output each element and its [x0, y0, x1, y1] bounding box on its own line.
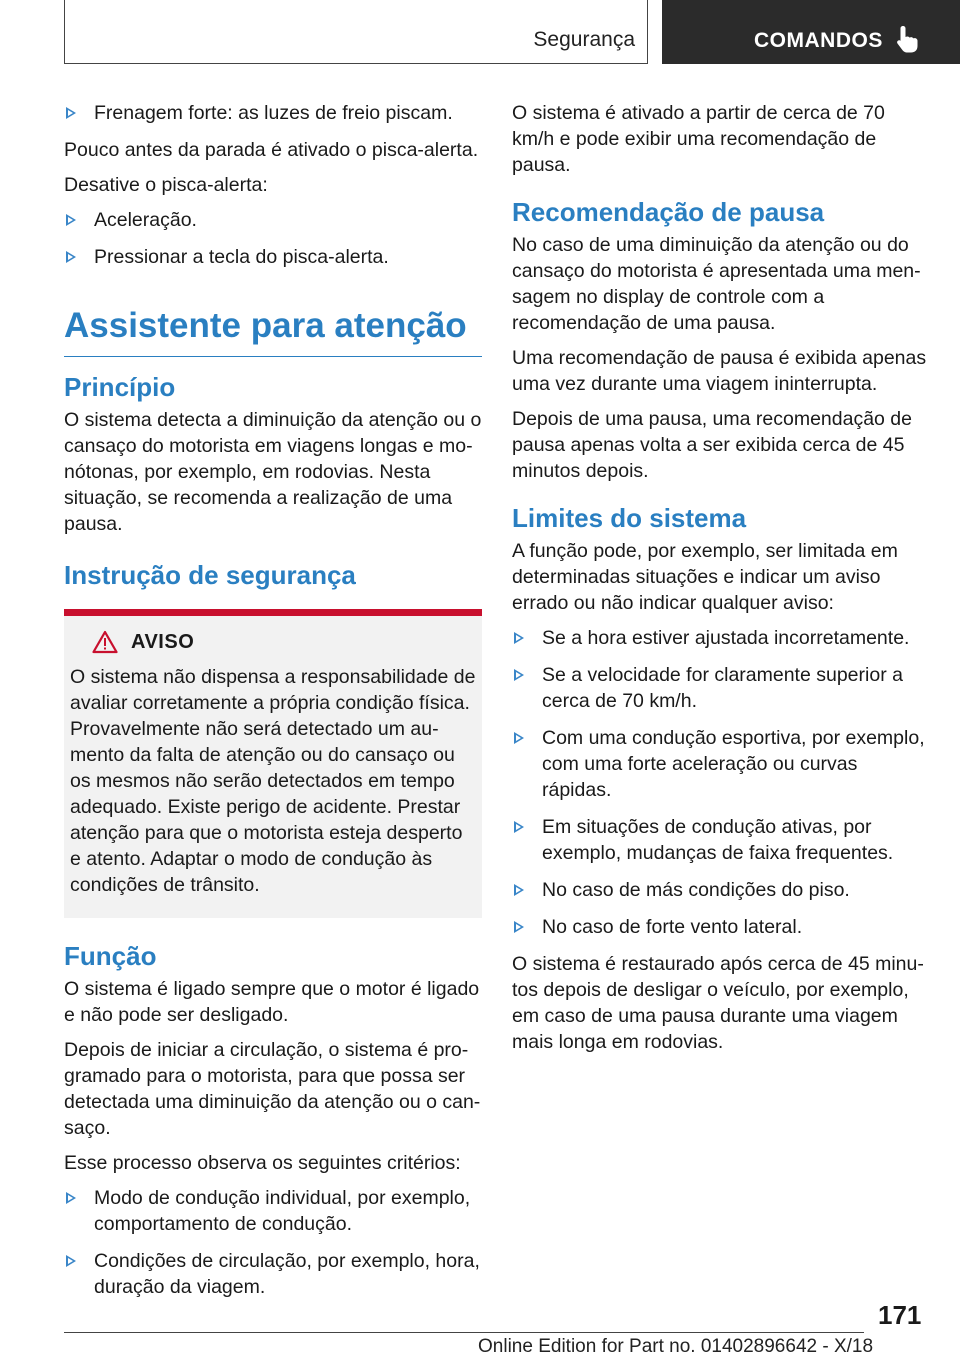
- paragraph: Uma recomendação de pausa é exibida apenas uma vez durante uma viagem ininterrupta.: [512, 347, 927, 395]
- list-item: No caso de forte vento lateral.: [512, 914, 930, 940]
- pointing-hand-icon: [894, 24, 922, 54]
- warning-text: O sistema não dispensa a responsabilidade de avaliar corretamente a própria condição física. Provavelmente não será detectado um aumento da falta de atenção ou do cansaço ou os mesmos não serão detectados em tempo adequado. Existe perigo de acidente. Prestar atenção para que o motorista esteja desperto e atento. Adaptar o modo de condução às condições de trânsito.: [70, 666, 476, 896]
- header-section-box: [64, 0, 648, 64]
- triangle-bullet-icon: [66, 1255, 76, 1267]
- triangle-bullet-icon: [514, 669, 524, 681]
- triangle-bullet-icon: [514, 884, 524, 896]
- triangle-bullet-icon: [514, 632, 524, 644]
- list-item: Pressionar a tecla do pisca-alerta.: [64, 244, 482, 270]
- warning-header: [70, 630, 476, 660]
- list-item: Se a velocidade for claramente superior a cerca de 70 km/h.: [512, 662, 930, 714]
- list-item: Condições de circulação, por exemplo, hora, duração da viagem.: [64, 1248, 482, 1300]
- paragraph: Esse processo observa os seguintes critérios:: [64, 1152, 461, 1174]
- paragraph: Depois de uma pausa, uma recomendação de pausa apenas volta a ser exibida cerca de 45 minutos depois.: [512, 408, 912, 482]
- heading-system-limits: Limites do sistema: [512, 503, 747, 533]
- heading-principle: Princípio: [64, 372, 176, 402]
- header-chapter-title: COMANDOS: [754, 29, 883, 52]
- triangle-bullet-icon: [66, 107, 76, 119]
- list-item: Em situações de condução ativas, por exemplo, mudanças de faixa frequentes.: [512, 814, 930, 866]
- list-item: No caso de más condições do piso.: [512, 877, 930, 903]
- footer-edition: Online Edition for Part no. 01402896642 - X/18: [478, 1336, 874, 1357]
- right-column: [512, 100, 930, 1064]
- warning-title: AVISO: [131, 631, 195, 653]
- heading-safety: Instrução de segurança: [64, 560, 356, 590]
- list-item: Aceleração.: [64, 207, 482, 233]
- list-item: Frenagem forte: as luzes de freio piscam.: [64, 100, 482, 126]
- triangle-bullet-icon: [514, 732, 524, 744]
- paragraph: Desative o pisca-alerta:: [64, 174, 268, 196]
- page-number: 171: [878, 1300, 922, 1330]
- paragraph: O sistema é restaurado após cerca de 45 minutos depois de desligar o veículo, por exemplo, em caso de uma pausa durante uma viagem mais longa em rodovias.: [512, 953, 924, 1053]
- paragraph: O sistema é ligado sempre que o motor é ligado e não pode ser desligado.: [64, 978, 480, 1026]
- triangle-bullet-icon: [514, 921, 524, 933]
- list-item: Se a hora estiver ajustada incorretamente.: [512, 625, 930, 651]
- triangle-bullet-icon: [66, 251, 76, 263]
- list-item: Com uma condução esportiva, por exemplo, com uma forte aceleração ou curvas rápidas.: [512, 725, 930, 803]
- heading-function: Função: [64, 941, 157, 971]
- paragraph: No caso de uma diminuição da atenção ou do cansaço do motorista é apresentada uma mensagem no display de controle com a recomendação de uma pausa.: [512, 234, 921, 334]
- paragraph: Depois de iniciar a circulação, o sistema é programado para o motorista, para que possa ser detectada uma diminuição da atenção ou o cansaço.: [64, 1039, 481, 1139]
- paragraph: O sistema detecta a diminuição da atenção ou o cansaço do motorista em viagens longas e monótonas, por exemplo, em rodovias. Nesta situação, se recomenda a realização de uma pausa.: [64, 409, 482, 535]
- triangle-bullet-icon: [66, 214, 76, 226]
- footer-divider: [64, 1332, 864, 1333]
- list-item: Modo de condução individual, por exemplo, comportamento de condução.: [64, 1185, 482, 1237]
- paragraph: Pouco antes da parada é ativado o pisca-alerta.: [64, 139, 479, 161]
- chapter-title: Assistente para atenção: [64, 306, 482, 357]
- paragraph: A função pode, por exemplo, ser limitada em determinadas situações e indicar um aviso errado ou não indicar qualquer aviso:: [512, 540, 898, 614]
- triangle-bullet-icon: [66, 1192, 76, 1204]
- warning-triangle-icon: [92, 630, 118, 654]
- header-chapter-box: [662, 0, 960, 64]
- paragraph: O sistema é ativado a partir de cerca de 70 km/h e pode exibir uma recomendação de pausa.: [512, 102, 885, 176]
- header-section-title: Segurança: [533, 28, 635, 51]
- triangle-bullet-icon: [514, 821, 524, 833]
- heading-pause-recommendation: Recomendação de pausa: [512, 197, 825, 227]
- left-column: [64, 100, 482, 1311]
- warning-box: [64, 609, 482, 918]
